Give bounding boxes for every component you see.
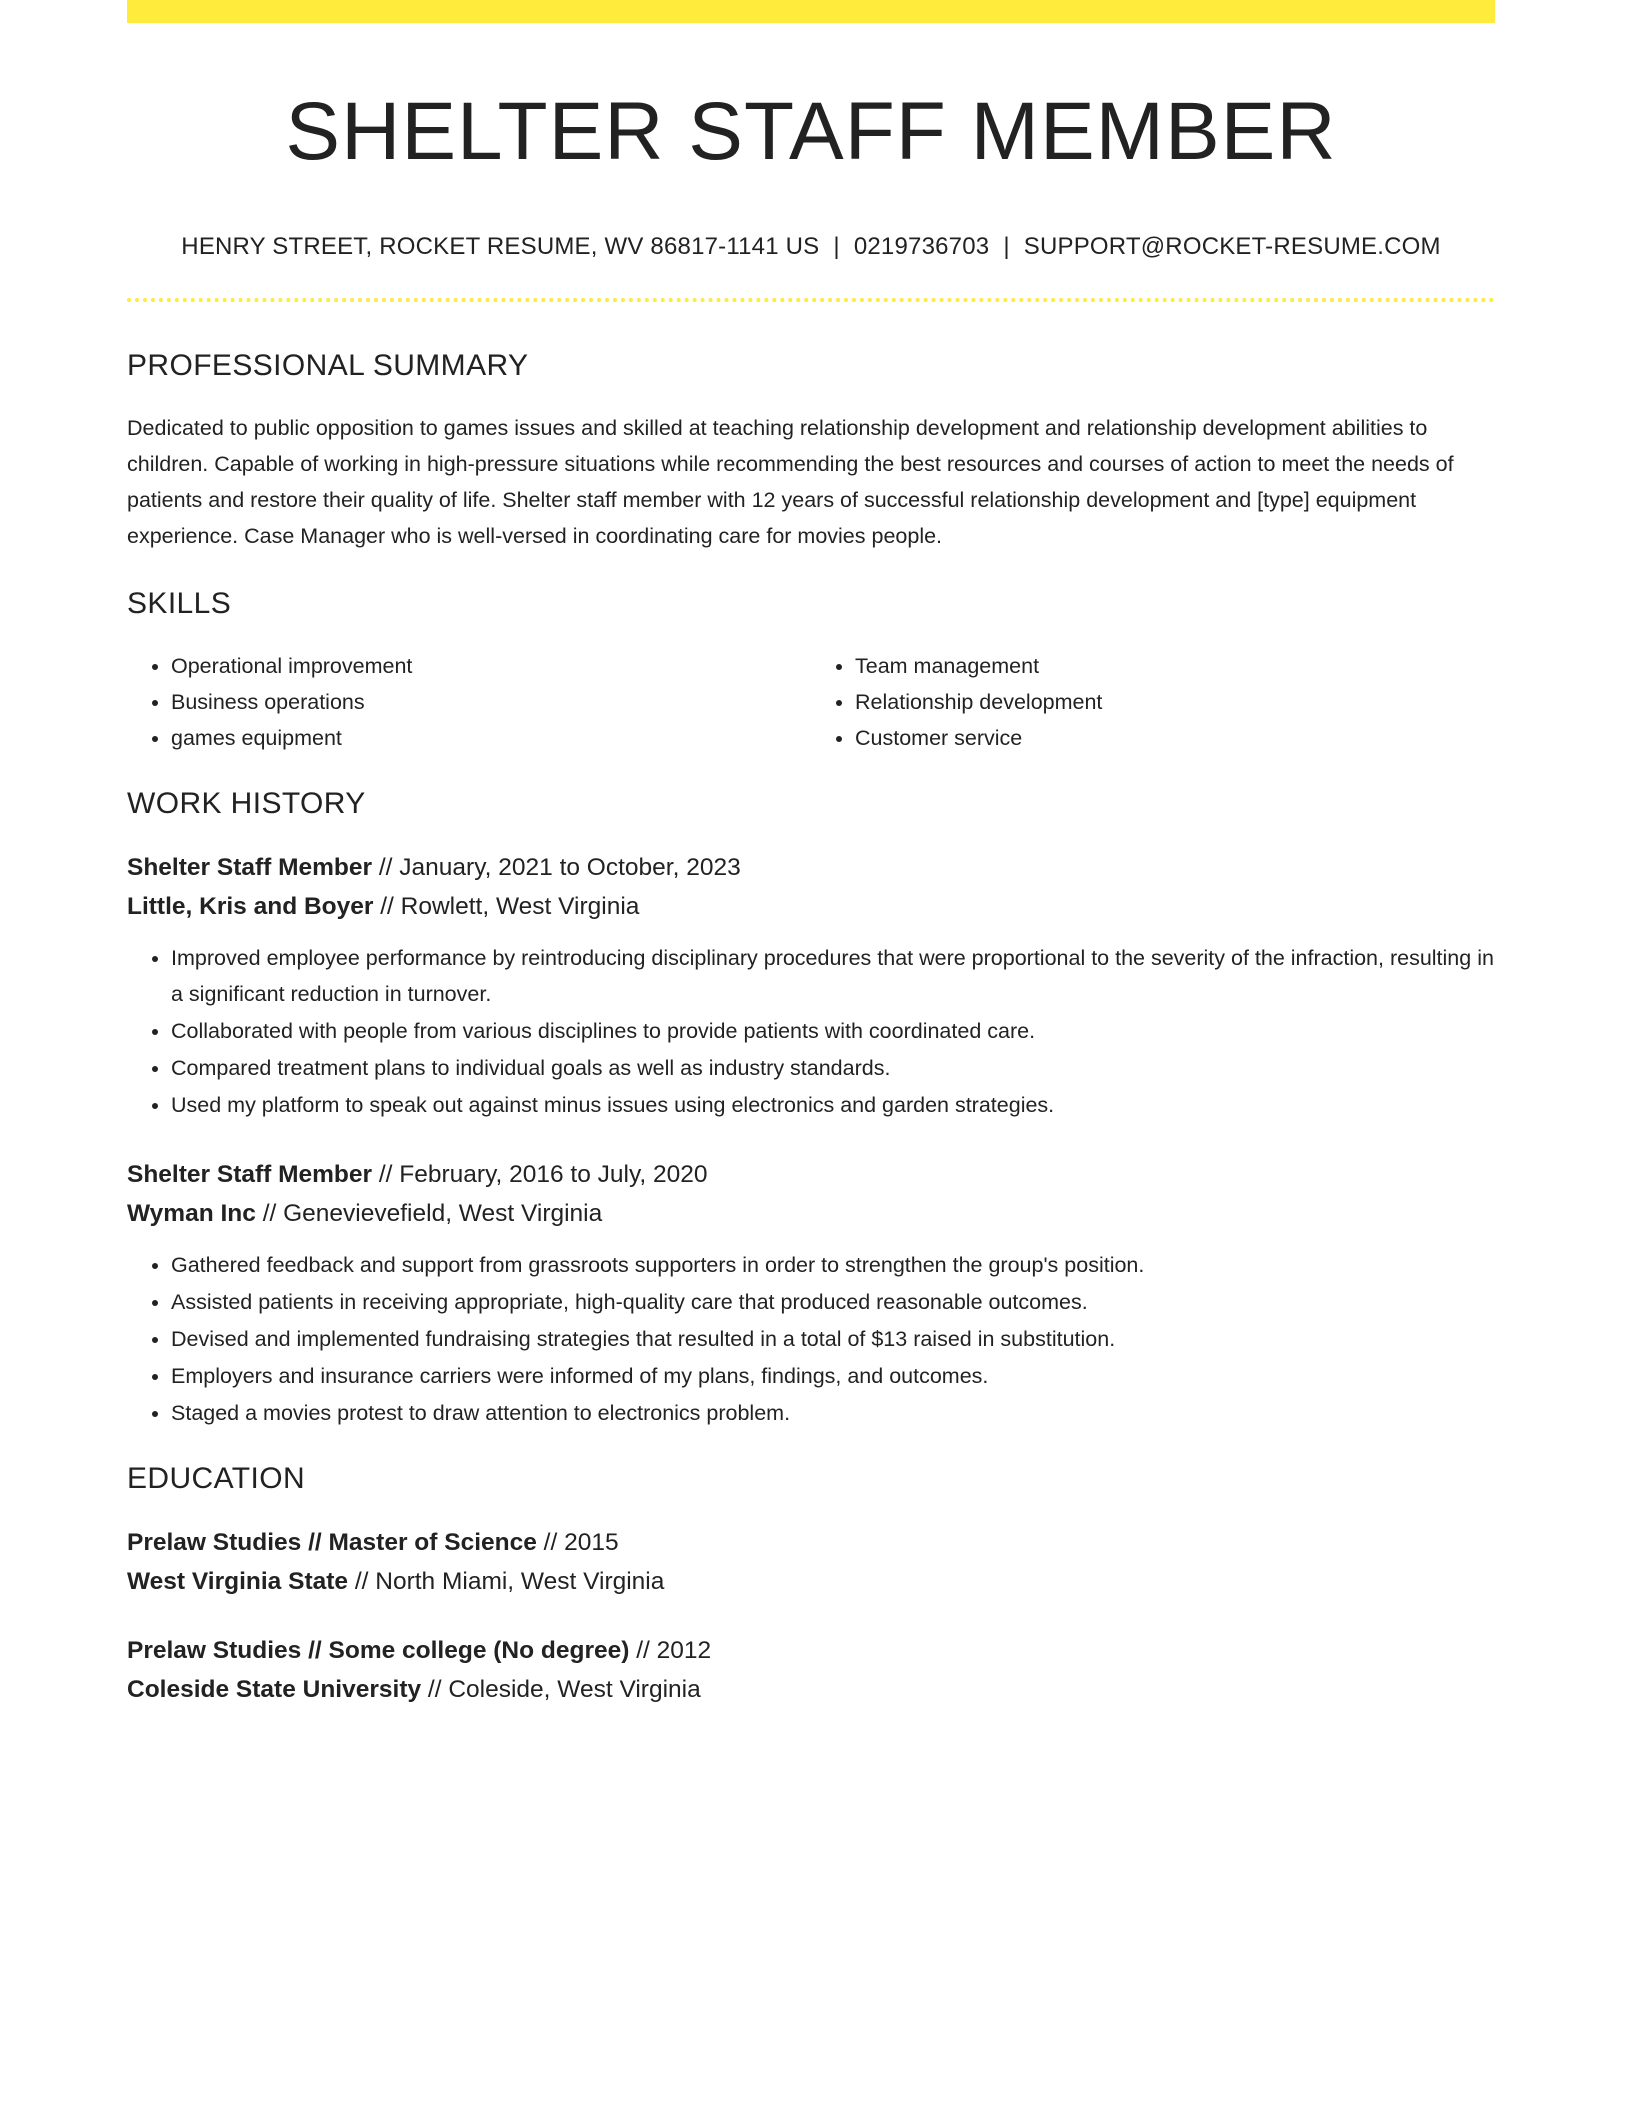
education-year: // 2012 [636, 1637, 712, 1665]
skill-item: • Operational improvement [171, 648, 811, 684]
job-employer: Wyman Inc [127, 1200, 256, 1228]
resume-name: SHELTER STAFF MEMBER [285, 86, 1337, 177]
summary-text: Dedicated to public opposition to games issues and skilled at teaching relationship development and relationship development abilities to children. Capable of working in high-pressure situations while recommending the best resources and courses of action to meet the needs of patients and restore their quality of life. Shelter staff member with 12 years of successful relationship development and [type] equipment experience. Case Manager who is well-versed in coordinating care for movies people. [127, 416, 1454, 549]
skill-item: • Relationship development [855, 684, 1495, 720]
contact-separator: | [833, 233, 840, 261]
job-bullet: • Gathered feedback and support from grassroots supporters in order to strengthen the group's position. [171, 1247, 1495, 1283]
job-entry [127, 848, 1495, 1123]
job-title-line [127, 848, 1495, 887]
contact-line [127, 231, 1495, 262]
job-bullet: • Collaborated with people from various disciplines to provide patients with coordinated care. [171, 1013, 1495, 1049]
education-year: // 2015 [543, 1529, 619, 1557]
education-entry [127, 1523, 1495, 1601]
job-bullet: • Compared treatment plans to individual goals as well as industry standards. [171, 1050, 1495, 1086]
contact-separator: | [1003, 233, 1010, 261]
job-location: // Genevievefield, West Virginia [262, 1200, 603, 1228]
contact-email: SUPPORT@ROCKET-RESUME.COM [1023, 233, 1441, 261]
job-title: Shelter Staff Member [127, 1161, 373, 1189]
job-bullet: • Employers and insurance carriers were informed of my plans, findings, and outcomes. [171, 1358, 1495, 1394]
skill-item: • Business operations [171, 684, 811, 720]
summary-heading: PROFESSIONAL SUMMARY [127, 349, 529, 383]
job-title-line [127, 1155, 1495, 1194]
education-degree-line [127, 1523, 1495, 1562]
skills-column-left [127, 648, 811, 756]
skills-heading: SKILLS [127, 587, 232, 621]
job-employer-line [127, 887, 1495, 926]
work-history-heading: WORK HISTORY [127, 787, 366, 821]
education-location: // North Miami, West Virginia [354, 1568, 665, 1596]
skills-list [127, 648, 1495, 756]
job-bullets [127, 940, 1495, 1123]
job-bullet: • Improved employee performance by reintroducing disciplinary procedures that were proportional to the severity of the infraction, resulting in a significant reduction in turnover. [171, 940, 1495, 1012]
education-degree-line [127, 1631, 1495, 1670]
job-title: Shelter Staff Member [127, 854, 373, 882]
job-dates: // January, 2021 to October, 2023 [378, 854, 741, 882]
job-employer-line [127, 1194, 1495, 1233]
skills-column-right [811, 648, 1495, 756]
contact-phone: 0219736703 [853, 233, 990, 261]
education-degree: Prelaw Studies // Some college (No degree) [127, 1637, 630, 1665]
job-location: // Rowlett, West Virginia [380, 893, 640, 921]
accent-bar [127, 0, 1495, 23]
job-bullet: • Devised and implemented fundraising strategies that resulted in a total of $13 raised in substitution. [171, 1321, 1495, 1357]
education-location: // Coleside, West Virginia [427, 1676, 701, 1704]
job-employer: Little, Kris and Boyer [127, 893, 374, 921]
education-entry [127, 1631, 1495, 1709]
dotted-divider [127, 298, 1495, 302]
contact-address: HENRY STREET, ROCKET RESUME, WV 86817-1141 US [181, 233, 820, 261]
skill-item: • Customer service [855, 720, 1495, 756]
job-bullets [127, 1247, 1495, 1431]
resume-page [127, 0, 1495, 1709]
education-school-line [127, 1670, 1495, 1709]
job-bullet: • Assisted patients in receiving appropriate, high-quality care that produced reasonable outcomes. [171, 1284, 1495, 1320]
skill-item: • Team management [855, 648, 1495, 684]
education-degree: Prelaw Studies // Master of Science [127, 1529, 537, 1557]
job-bullet: • Used my platform to speak out against minus issues using electronics and garden strategies. [171, 1087, 1495, 1123]
education-school: Coleside State University [127, 1676, 422, 1704]
job-entry [127, 1155, 1495, 1431]
skill-item: • games equipment [171, 720, 811, 756]
job-dates: // February, 2016 to July, 2020 [378, 1161, 708, 1189]
education-school: West Virginia State [127, 1568, 349, 1596]
job-bullet: • Staged a movies protest to draw attention to electronics problem. [171, 1395, 1495, 1431]
education-heading: EDUCATION [127, 1462, 306, 1496]
education-school-line [127, 1562, 1495, 1601]
